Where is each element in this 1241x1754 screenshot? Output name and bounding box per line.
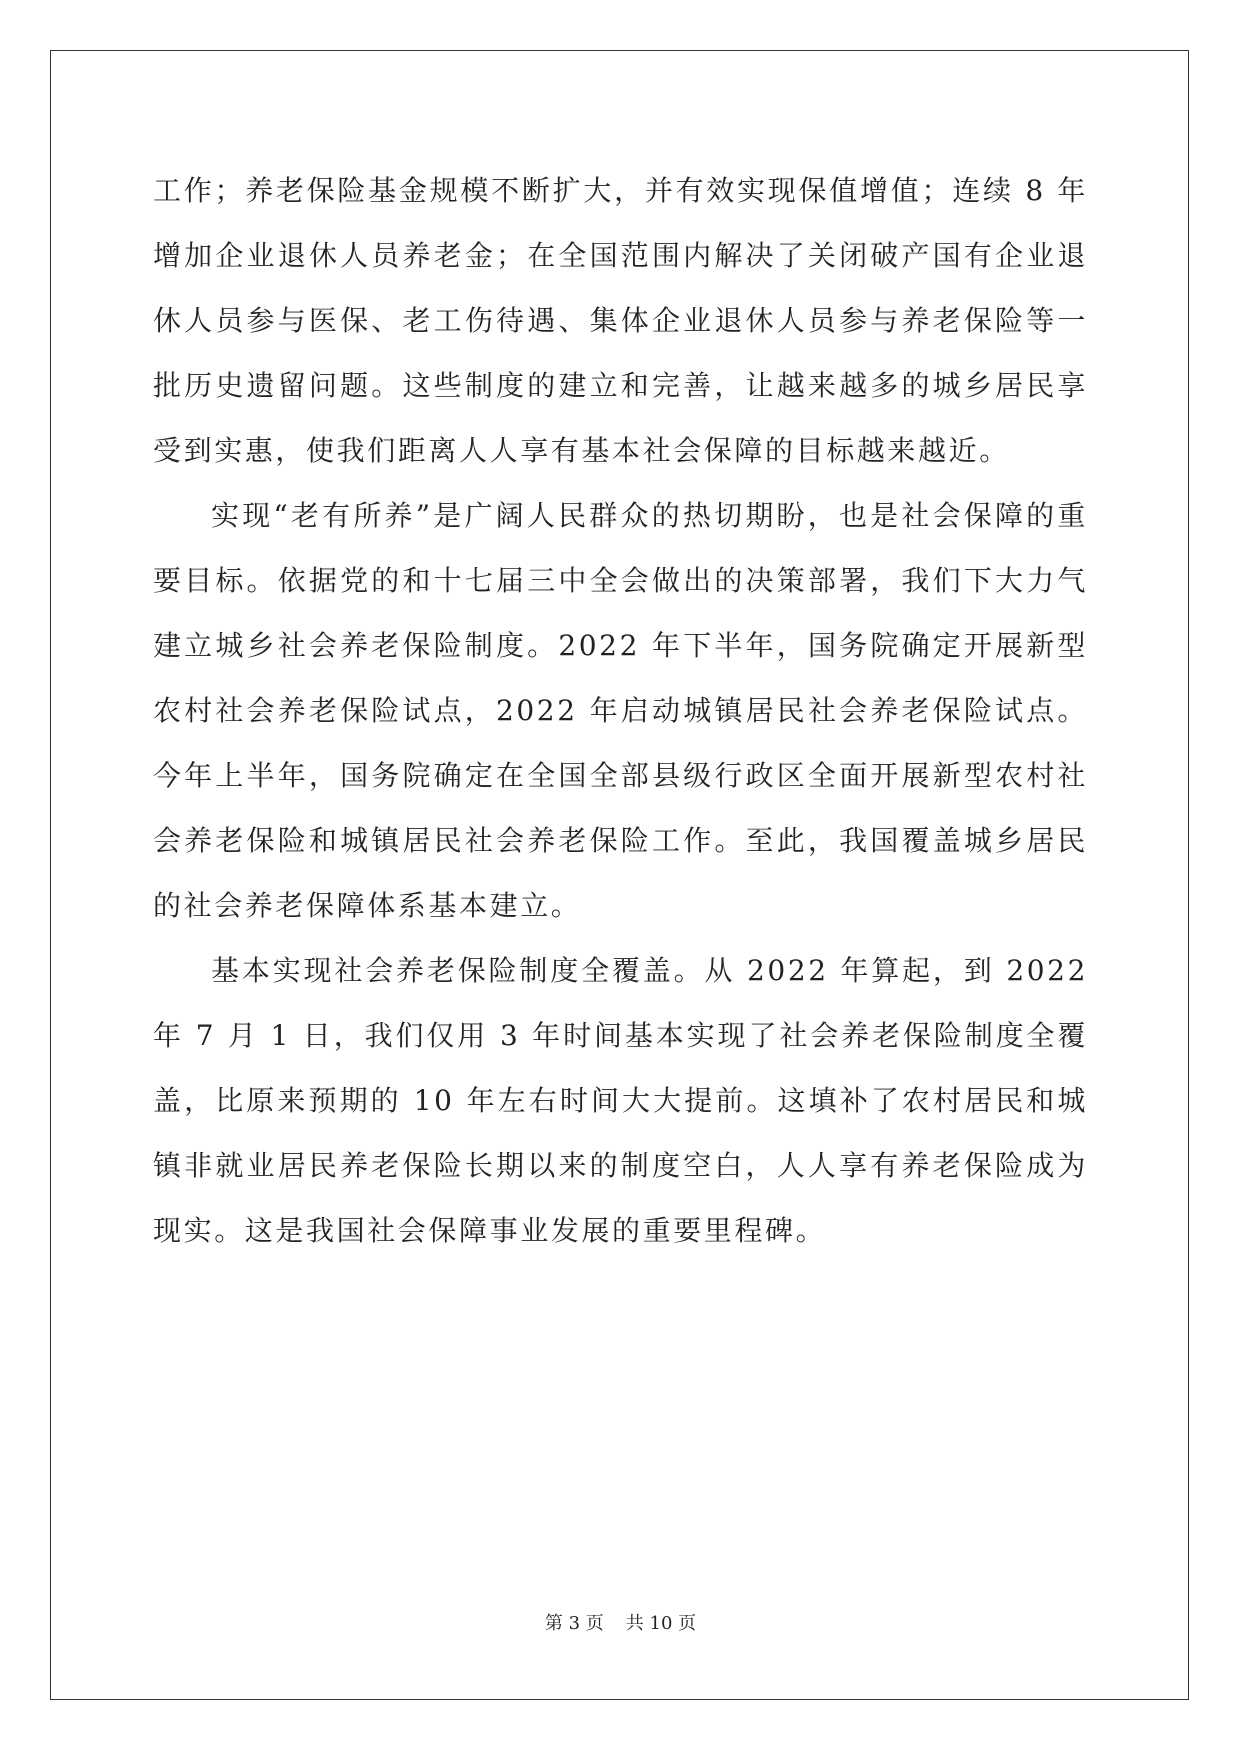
page-number: 第 3 页 <box>544 1613 604 1634</box>
paragraph-full-coverage: 基本实现社会养老保险制度全覆盖。从 2022 年算起，到 2022 年 7 月 1 日，我们仅用 3 年时间基本实现了社会养老保险制度全覆盖，比原来预期的 10 年左右时间大大提前。这填补了农村居民和城镇非就业居民养老保险长期以来的制度空白，人人享有养老保险成为现实。这是我国社会保障事业发展的重要里程碑。 <box>153 954 1088 1247</box>
paragraph-old-age-support: 实现“老有所养”是广阔人民群众的热切期盼，也是社会保障的重要目标。依据党的和十七届三中全会做出的决策部署，我们下大力气建立城乡社会养老保险制度。2022 年下半年，国务院确定开展新型农村社会养老保险试点，2022 年启动城镇居民社会养老保险试点。今年上半年，国务院确定在全国全部县级行政区全面开展新型农村社会养老保险和城镇居民社会养老保险工作。至此，我国覆盖城乡居民的社会养老保障体系基本建立。 <box>153 499 1088 922</box>
document-body <box>153 158 1088 1263</box>
page-total: 共 10 页 <box>625 1613 697 1634</box>
paragraph-continuation: 工作；养老保险基金规模不断扩大，并有效实现保值增值；连续 8 年增加企业退休人员养老金；在全国范围内解决了关闭破产国有企业退休人员参与医保、老工伤待遇、集体企业退休人员参与养老保险等一批历史遗留问题。这些制度的建立和完善，让越来越多的城乡居民享受到实惠，使我们距离人人享有基本社会保障的目标越来越近。 <box>153 174 1088 467</box>
page-footer <box>0 1612 1241 1636</box>
